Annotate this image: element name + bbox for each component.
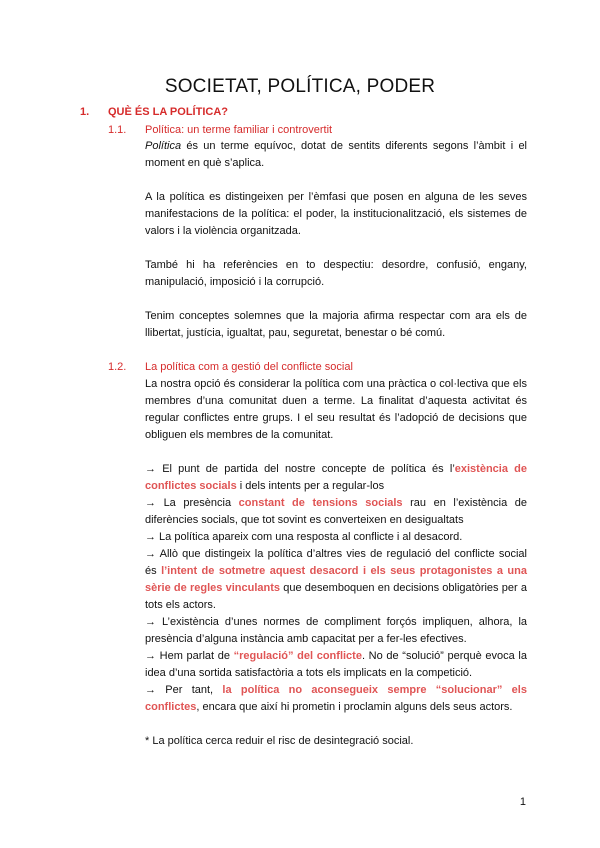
footnote-text: * La política cerca reduir el risc de desintegració social. xyxy=(145,735,414,747)
highlight-text: la política no aconsegueix sempre “solucionar” els conflictes xyxy=(145,684,527,713)
subsection-label: La política com a gestió del conflicte social xyxy=(145,361,353,373)
subsection-number: 1.1. xyxy=(108,124,127,136)
paragraph-text: és un terme equívoc, dotat de sentits diferents segons l’àmbit i el moment en què s’aplica. xyxy=(145,140,527,169)
highlight-text: existència de conflictes socials xyxy=(145,463,528,492)
bullet-item: → Hem parlat de “regulació” del conflicte. No de “solució” perquè evoca la idea d’una sortida satisfactòria a tots els implicats en la competició. xyxy=(145,650,527,679)
bullet-item: → La política apareix com una resposta al conflicte i al desacord. xyxy=(145,531,463,543)
page-title: SOCIETAT, POLÍTICA, PODER xyxy=(164,76,436,97)
paragraph xyxy=(145,138,527,172)
subsection-heading-1-1 xyxy=(108,124,332,136)
paragraph xyxy=(145,376,527,444)
highlight-text: l’intent de sotmetre aquest desacord i els seus protagonistes a una sèrie de regles vinculants xyxy=(145,565,527,594)
paragraph-text: A la política es distingeixen per l’èmfasi que posen en alguna de les seves manifestacions de la política: el poder, la institucionalització, els sistemes de valors i la violència organitzada. xyxy=(145,191,527,237)
emphasis-term: Política xyxy=(145,140,182,152)
paragraph xyxy=(145,308,527,342)
page-number: 1 xyxy=(519,796,526,808)
section-number: 1. xyxy=(80,106,90,118)
bullet-item: → El punt de partida del nostre concepte de política és l’existència de conflictes socials i dels intents per a regular-los xyxy=(145,463,528,492)
bullet-item: → La presència constant de tensions socials rau en l’existència de diferències socials, que tot sovint es converteixen en desigualtats xyxy=(145,497,528,526)
paragraph-text: Tenim conceptes solemnes que la majoria afirma respectar com ara els de llibertat, justícia, igualtat, pau, seguretat, benestar o bé comú. xyxy=(145,310,527,339)
footnote xyxy=(145,733,527,750)
subsection-number: 1.2. xyxy=(108,361,127,373)
section-heading xyxy=(80,106,228,118)
paragraph xyxy=(145,257,527,291)
bullet-item: → Allò que distingeix la política d’altres vies de regulació del conflicte social és l’intent de sotmetre aquest desacord i els seus protagonistes a una sèrie de regles vinculants que desemboquen en decisions obligatòries per a tots els actors. xyxy=(145,548,527,611)
subsection-heading-1-2 xyxy=(108,361,353,373)
subsection-label: Política: un terme familiar i controvertit xyxy=(145,124,333,136)
bullet-list xyxy=(145,461,527,716)
paragraph xyxy=(145,189,527,240)
section-label: QUÈ ÉS LA POLÍTICA? xyxy=(108,106,228,118)
highlight-text: constant de tensions socials xyxy=(238,497,403,509)
highlight-text: “regulació” del conflicte xyxy=(233,650,362,662)
bullet-item: → Per tant, la política no aconsegueix sempre “solucionar” els conflictes, encara que així hi prometin i proclamin alguns dels seus actors. xyxy=(145,684,527,713)
paragraph-text: La nostra opció és considerar la política com una pràctica o col·lectiva que els membres d’una comunitat duen a terme. La finalitat d’aquesta activitat és regular conflictes entre grups. I el seu resultat és l’adopció de decisions que obliguen els membres de la comunitat. xyxy=(145,378,527,441)
bullet-item: → L’existència d’unes normes de compliment forçós impliquen, alhora, la presència d’alguna instància amb capacitat per a fer-les efectives. xyxy=(145,616,527,645)
paragraph-text: També hi ha referències en to despectiu: desordre, confusió, engany, manipulació, imposició i la corrupció. xyxy=(145,259,527,288)
